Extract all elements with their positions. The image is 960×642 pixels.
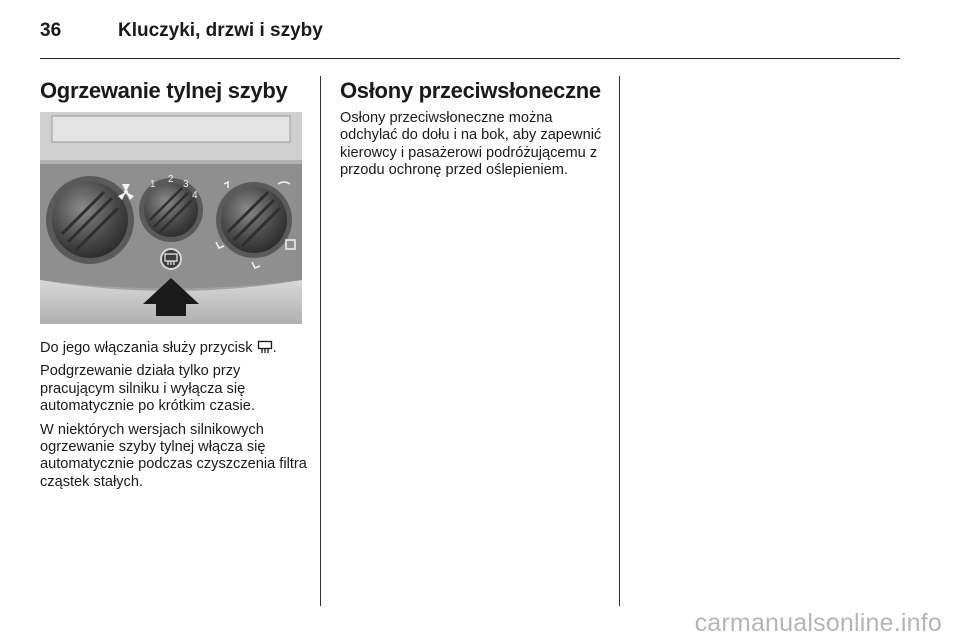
paragraph-filter-info: W niektórych wersjach silnikowych ogrzewanie szyby tylnej włącza się automatycznie podczas czyszczenia filtra cząstek stałych. — [40, 421, 307, 490]
page-header — [40, 18, 900, 59]
fan-speed-label-1: 1 — [150, 179, 156, 190]
heater-control-panel-figure — [40, 112, 302, 324]
column-divider-left — [320, 76, 321, 606]
chapter-title: Kluczyki, drzwi i szyby — [118, 20, 323, 41]
rear-window-heater-icon — [257, 340, 273, 354]
watermark: carmanualsonline.info — [694, 609, 942, 637]
left-column — [40, 78, 308, 491]
rear-window-heater-button — [161, 249, 181, 269]
section-title-sun-visors: Osłony przeciwsłoneczne — [340, 78, 601, 103]
page-number: 36 — [40, 20, 62, 41]
right-column — [340, 78, 602, 180]
paragraph-engine-info: Podgrzewanie działa tylko przy pracującym silniku i wyłącza się automatycznie po krótkim czasie. — [40, 363, 255, 415]
paragraph-sun-visors: Osłony przeciwsłoneczne można odchylać do dołu i na bok, aby zapewnić kierowcy i pasażerowi podróżującemu z przodu ochronę przed oślepieniem. — [340, 110, 602, 179]
fan-speed-label-2: 2 — [168, 174, 174, 185]
paragraph-button-info: Do jego włączania służy przycisk . — [40, 340, 277, 356]
column-divider-right — [619, 76, 620, 606]
section-title-rear-window-heater: Ogrzewanie tylnej szyby — [40, 78, 288, 103]
fan-speed-label-3: 3 — [183, 179, 189, 190]
fan-speed-label-4: 4 — [192, 190, 198, 201]
